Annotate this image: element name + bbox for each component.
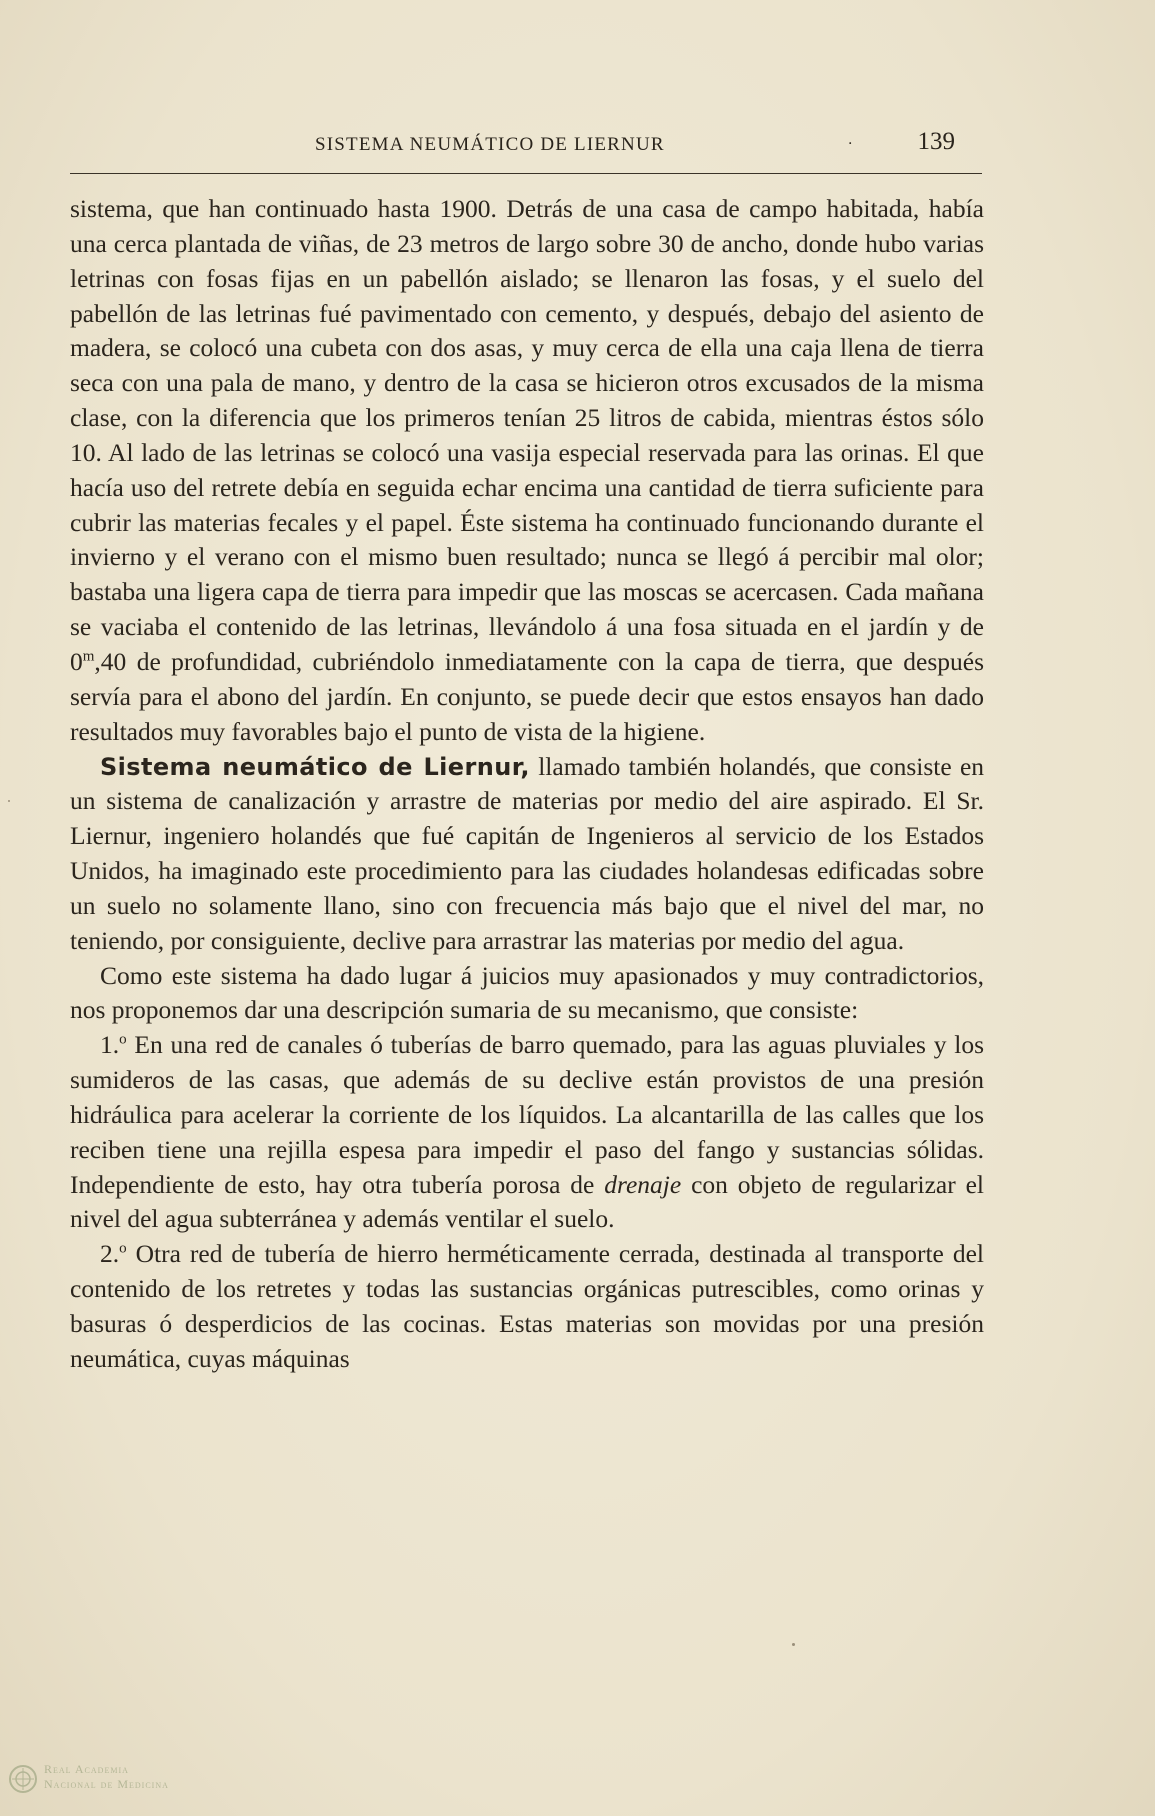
item-2-text: Otra red de tubería de hierro herméticamente cerrada, destinada al transporte del contenido de los retretes y todas las sustancias orgánicas putrescibles, como orinas y basuras ó desperdicios de las cocinas. Estas materias son movidas por una presión neumática, cuyas máquinas [70,1239,985,1373]
paragraph-1-text: sistema, que han continuado hasta 1900. Detrás de una casa de campo habitada, había una cerca plantada de viñas, de 23 metros de largo sobre 30 de ancho, donde hubo varias letrinas con fosas fijas en un pabellón aislado; se llenaron las fosas, y el suelo del pabellón de las letrinas fué pavimentado con cemento, y después, debajo del asiento de madera, se colocó una cubeta con dos asas, y muy cerca de ella una caja llena de tierra seca con una pala de mano, y dentro de la casa se hicieron otros excusados de la misma clase, con la diferencia que los primeros tenían 25 litros de cabida, mientras éstos sólo 10. Al lado de las letrinas se colocó una vasija especial reservada para las orinas. El que hacía uso del retrete debía en seguida echar encima una cantidad de tierra suficiente para cubrir las materias fecales y el papel. Éste sistema ha continuado funcionando durante el invierno y el verano con el mismo buen resultado; nunca se llegó á percibir mal olor; bastaba una ligera capa de tierra para impedir que las moscas se acercasen. Cada mañana se vaciaba el contenido de las letrinas, llevándolo á una fosa situada en el jardín y de [70,194,984,642]
watermark-line-1: Real Academia [44,1762,129,1776]
paragraph-3-text: Como este sistema ha dado lugar á juicios muy apasionados y muy contradictorios, nos proponemos dar una descripción sumaria de su mecanismo, que consiste: [70,960,984,1025]
paragraph-3 [70,959,984,1029]
section-heading: Sistema neumático de Liernur, [100,752,530,781]
watermark-text [44,1762,169,1792]
list-item-1 [70,1028,984,1237]
item-1-text-before: En una red de canales ó tuberías de barro quemado, para las aguas pluviales y los sumideros de las casas, que además de su declive están provistos de una presión hidráulica para acelerar la corriente de los líquidos. La alcantarilla de las calles que los reciben tiene una rejilla espesa para impedir el paso del fango y sustancias sólidas. Independiente de esto, hay otra tubería porosa de [70,1030,985,1199]
watermark-line-2: Nacional de Medicina [44,1777,169,1791]
list-item-2 [70,1237,984,1376]
running-header [70,128,985,160]
item-2-degree: o [119,1240,127,1257]
paragraph-continuation [70,192,984,750]
item-1-italic-term: drenaje [604,1169,682,1199]
paper-speck [8,800,10,802]
section-paragraph [70,750,984,959]
item-1-degree: o [119,1031,127,1048]
measure-unit: m [82,648,95,665]
section-text: llamado también holandés, que consiste en un sistema de canalización y arrastre de materias por medio del aire aspirado. El Sr. Liernur, ingeniero holandés que fué capitán de Ingenieros al servicio de los Estados Unidos, ha imaginado este procedimiento para las ciudades holandesas edificadas sobre un suelo no solamente llano, sino con frecuencia más bajo que el nivel del mar, no teniendo, por consiguiente, declive para arrastrar las materias por medio del agua. [70,751,985,955]
running-title: SISTEMA NEUMÁTICO DE LIERNUR [315,134,665,155]
header-rule [70,173,982,174]
paragraph-1-end: de profundidad, cubriéndolo inmediatamente con la capa de tierra, que después servía para el abono del jardín. En conjunto, se puede decir que estos ensayos han dado resultados muy favorables bajo el punto de vista de la higiene. [70,646,984,746]
item-2-number: 2. [100,1239,120,1269]
seal-icon [8,1764,38,1794]
page-number: 139 [917,128,955,155]
body-text [70,192,984,1377]
item-1-number: 1. [100,1030,120,1060]
paper-speck [792,1643,795,1646]
measure-decimals: ,40 [94,646,127,676]
measure-value: 0 [70,646,83,676]
library-watermark [8,1762,208,1802]
header-dot: · [848,136,853,152]
item-1-text-after: con objeto de regularizar el nivel del agua subterránea y además ventilar el suelo. [70,1169,985,1234]
